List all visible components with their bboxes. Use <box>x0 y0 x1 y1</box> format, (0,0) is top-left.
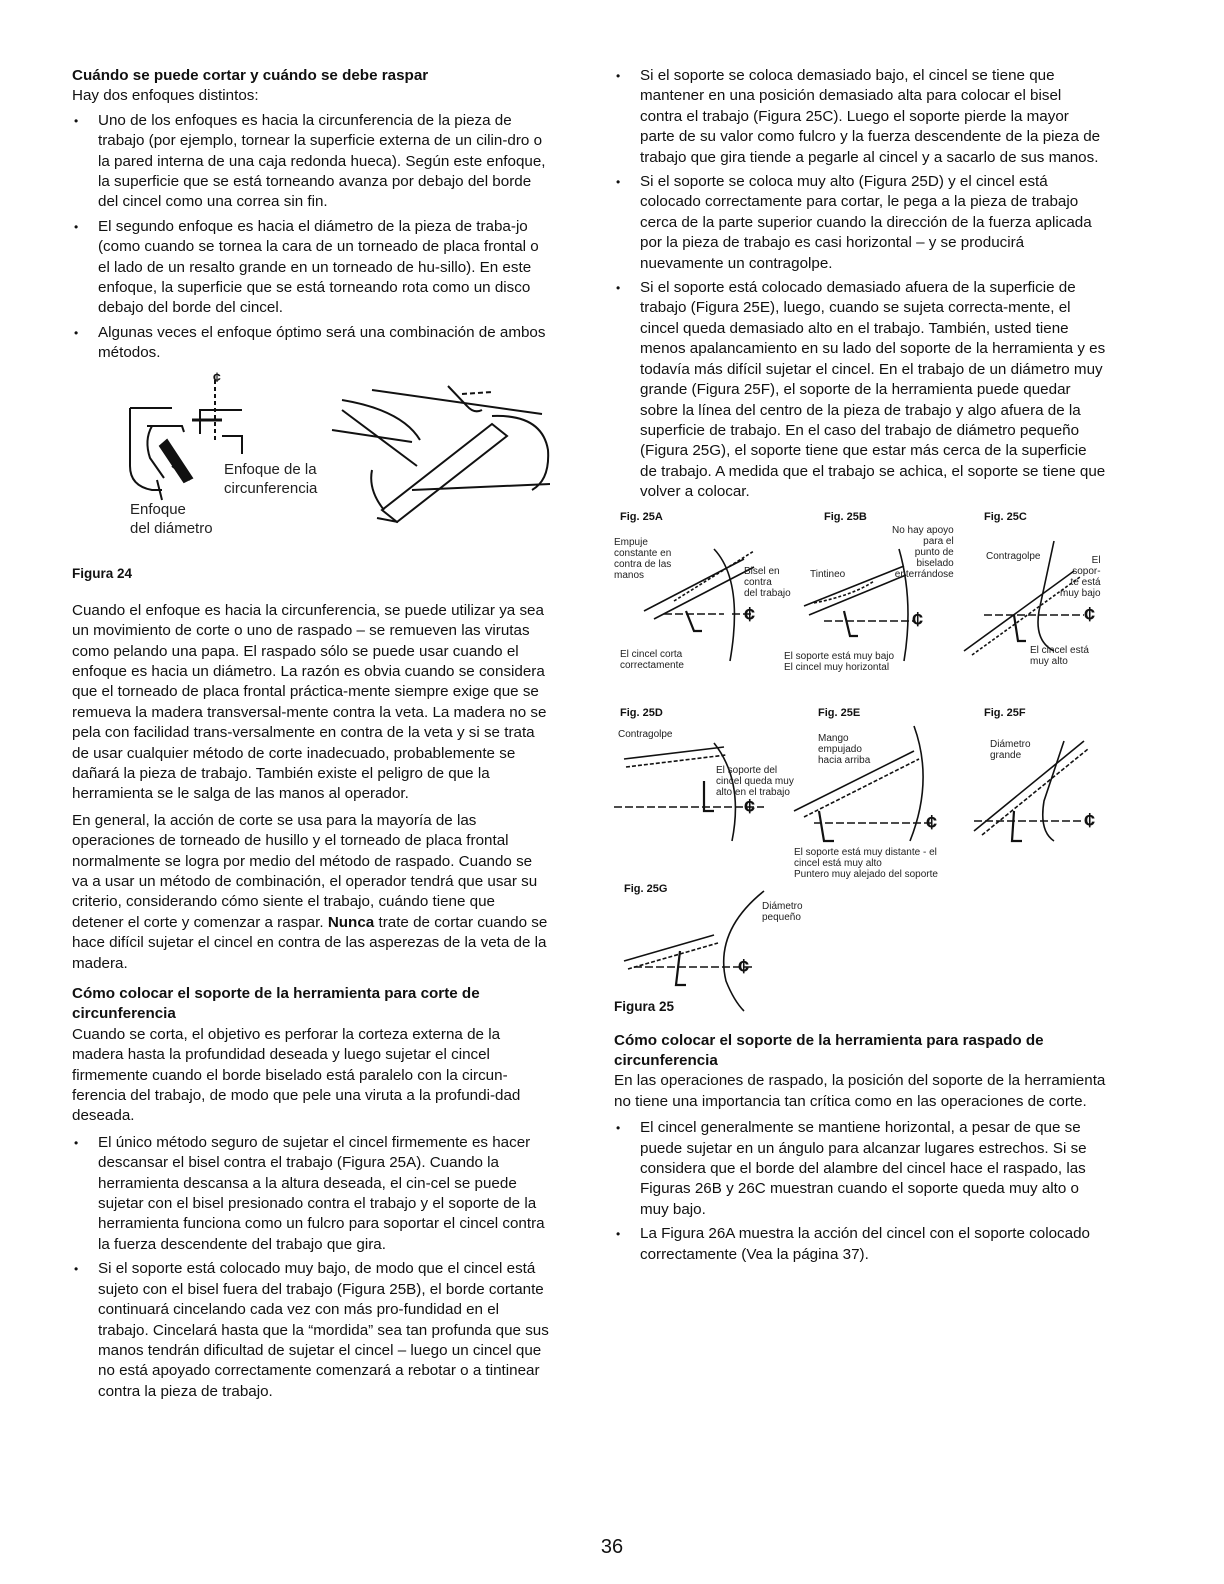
heading-cut-or-scrape: Cuándo se puede cortar y cuándo se debe raspar <box>72 67 429 84</box>
list-item: • Si el soporte se coloca demasiado bajo, el cincel se tiene que mantener en una posición demasiado alta para colocar el bisel contra el trabajo (Figura 25C). Luego el soporte pierde la mayor parte de su valor como fulcro y la fuerza descendente de la pieza de trabajo que gira tiende a pegarle al cincel y a sacarlo de sus manos. <box>614 66 1106 168</box>
emphasis-never: Nunca <box>327 913 375 931</box>
paragraph: Cuando el enfoque es hacia la circunferencia, se puede utilizar ya sea un movimiento de corte o uno de raspado – se remueven las virutas como pelando una papa. El raspado sólo se puede usar cuando el enfoque es hacia un diámetro. La razón es obvia cuando se considera que el torneado de placa frontal práctica-mente siempre exige que se remueva la madera transversal-mente contra la veta. La madera no se pela con facilidad trans-versalmente en contra de la veta y si se trata de usar cualquier método de corte inadecuado, probablemente se dañará la pieza de trabajo. También existe el peligro de que la herramienta se le salga de las manos al operador. <box>72 601 547 803</box>
list-item: • El cincel generalmente se mantiene horizontal, a pesar de que se puede sujetar en un ángulo para alcanzar lugares estrechos. Si se considera que el borde del alambre del cincel hace el raspado, las Figuras 26B y 26C muestran cuando el soporte queda muy alto o muy bajo. <box>614 1118 1106 1220</box>
fig25a-title: Fig. 25A <box>620 510 663 523</box>
fig25b-noapoyo: No hay apoyo para el punto de biselado enterrándose <box>892 524 954 580</box>
fig25e-bottom: El soporte está muy distante - el cincel está muy alto Puntero muy alejado del soporte <box>794 846 938 880</box>
fig25c-bottom: El cincel está muy alto <box>1030 644 1089 667</box>
centerline-symbol: ¢ <box>912 608 924 631</box>
fig25d-contragolpe: Contragolpe <box>618 728 673 740</box>
fig25b-tintineo: Tintineo <box>810 568 846 580</box>
figure-25 <box>614 511 1106 1021</box>
fig25d-title: Fig. 25D <box>620 706 663 719</box>
fig25f-title: Fig. 25F <box>984 706 1026 719</box>
list-item: • Algunas veces el enfoque óptimo será una combinación de ambos métodos. <box>72 323 550 364</box>
heading-cutting-rest: Cómo colocar el soporte de la herramienta para corte de circunferencia <box>72 985 480 1023</box>
fig25d-label: El soporte del cincel queda muy alto en el trabajo <box>716 764 794 798</box>
fig25f-diametro: Diámetro grande <box>990 738 1031 761</box>
centerline-symbol: ¢ <box>1084 809 1096 832</box>
intro-text: Hay dos enfoques distintos: <box>72 87 259 105</box>
fig25g-diametro: Diámetro pequeño <box>762 900 803 923</box>
figure-24 <box>72 370 550 560</box>
heading-scraping-rest: Cómo colocar el soporte de la herramienta para raspado de circunferencia <box>614 1031 1044 1069</box>
list-item: • Si el soporte está colocado muy bajo, de modo que el cincel está sujeto con el bisel fuera del trabajo (Figura 25B), el borde cortante continuará cincelando cada vez con más pro-fundidad en el trabajo. Cincelará hasta que la “mordida” sea tan profunda que sus manos tendrán dificultad de sujetar el cincel – luego un cincel que no está apoyado correctamente comenzará a rebotar o a tintinear contra la pieza de trabajo. <box>72 1259 550 1402</box>
fig25c-contragolpe: Contragolpe <box>986 550 1041 562</box>
fig25b-bottom: El soporte está muy bajo El cincel muy horizontal <box>784 650 895 673</box>
centerline-symbol: ¢ <box>926 811 938 834</box>
list-item: • Si el soporte se coloca muy alto (Figura 25D) y el cincel está colocado correctamente para cortar, le pega a la pieza de trabajo cerca de la parte superior cuando la dirección de la fuerza aplicada por la pieza de trabajo es casi horizontal – y se producirá nuevamente un contragolpe. <box>614 172 1106 274</box>
fig25a-empuje: Empuje constante en contra de las manos <box>614 536 672 581</box>
figure-25-drawing <box>614 511 1106 1021</box>
list-item: • El único método seguro de sujetar el cincel firmemente es hacer descansar el bisel contra el trabajo (Figura 25A). Cuando la herramienta descansa a la altura deseada, el cin-cel se puede sujetar con el bisel presionado contra el trabajo y el soporte de la herramienta funciona como un fulcro para soportar el cincel contra la fuerza descendente del trabajo que gira. <box>72 1133 550 1255</box>
fig25c-title: Fig. 25C <box>984 510 1027 523</box>
centerline-symbol: ¢ <box>738 955 750 978</box>
fig25e-title: Fig. 25E <box>818 706 861 719</box>
scraping-list <box>614 1118 1106 1265</box>
figure-25-caption: Figura 25 <box>614 998 675 1014</box>
left-column <box>72 66 550 1406</box>
rest-position-list <box>614 66 1106 503</box>
figure-24-caption: Figura 24 <box>72 565 133 581</box>
centerline-symbol: ¢ <box>744 795 756 818</box>
fig25a-bottom: El cincel corta correctamente <box>620 648 684 671</box>
list-item: • El segundo enfoque es hacia el diámetro de la pieza de traba-jo (como cuando se tornea la cara de un torneado de placa frontal o el lado de un resalto grande en un torneado de hu-sillo). En este enfoque, la superficie que se está torneando rota como un disco debajo del borde del cincel. <box>72 217 550 319</box>
fig25g-title: Fig. 25G <box>624 882 668 895</box>
paragraph: En general, la acción de corte se usa para la mayoría de las operaciones de torneado de husillo y el torneado de placa frontal normalmente se logra por medio del método de raspado. Cuando se va a usar un método de combinación, el operador tendrá que usar su criterio, considerando cómo siente el trabajo, cuándo tiene que detener el corte y comenzar a raspar. Nunca trate de cortar cuando se hace difícil sujetar el cincel en contra de las asperezas de la veta de la madera. <box>72 811 548 972</box>
fig24-circ-label: Enfoque de la circunferencia <box>224 460 318 497</box>
approach-list <box>72 111 550 364</box>
fig25c-soporte: El sopor- te está muy bajo <box>1060 554 1101 599</box>
paragraph: En las operaciones de raspado, la posición del soporte de la herramienta no tiene una importancia tan crítica como en las operaciones de corte. <box>614 1072 1106 1110</box>
paragraph: Cuando se corta, el objetivo es perforar la corteza externa de la madera hasta la profundidad deseada y luego sujetar el cincel firmemente cuando el borde biselado está paralelo con la circun-ferencia del trabajo, de modo que pele una viruta a la profundi-dad deseada. <box>72 1025 521 1125</box>
svg-text:¢: ¢ <box>213 369 221 385</box>
cutting-list <box>72 1133 550 1402</box>
list-item: • Uno de los enfoques es hacia la circunferencia de la pieza de trabajo (por ejemplo, tornear la superficie externa de un cilin-dro o la pared interna de una caja redonda hueca). Según este enfoque, la superficie que se está torneando avanza por debajo del borde del cincel como una correa sin fin. <box>72 111 550 213</box>
fig25b-title: Fig. 25B <box>824 510 867 523</box>
fig25e-mango: Mango empujado hacia arriba <box>818 732 871 766</box>
list-item: • La Figura 26A muestra la acción del cincel con el soporte colocado correctamente (Vea la página 37). <box>614 1224 1106 1265</box>
fig24-diam-label: Enfoque del diámetro <box>130 500 213 537</box>
list-item: • Si el soporte está colocado demasiado afuera de la superficie de trabajo (Figura 25E), luego, cuando se sujeta correcta-mente, el cincel queda demasiado alto en el trabajo. También, usted tiene menos apalancamiento en su lado del soporte de la herramienta y es todavía más difícil sujetar el cincel. En el trabajo de un diámetro muy grande (Figura 25F), el soporte de la herramienta puede quedar sobre la línea del centro de la pieza de trabajo y algo afuera de la superficie de trabajo. En el caso del trabajo de diámetro pequeño (Figura 25G), el soporte tiene que estar más cerca de la superficie de trabajo. A medida que el trabajo se achica, el soporte se tiene que volver a colocar. <box>614 278 1106 502</box>
centerline-symbol: ¢ <box>1084 603 1096 626</box>
fig25a-bisel: Bisel en contra del trabajo <box>744 565 791 599</box>
centerline-symbol: ¢ <box>744 603 756 626</box>
right-column <box>614 66 1106 1269</box>
page-number: 36 <box>600 1536 624 1558</box>
